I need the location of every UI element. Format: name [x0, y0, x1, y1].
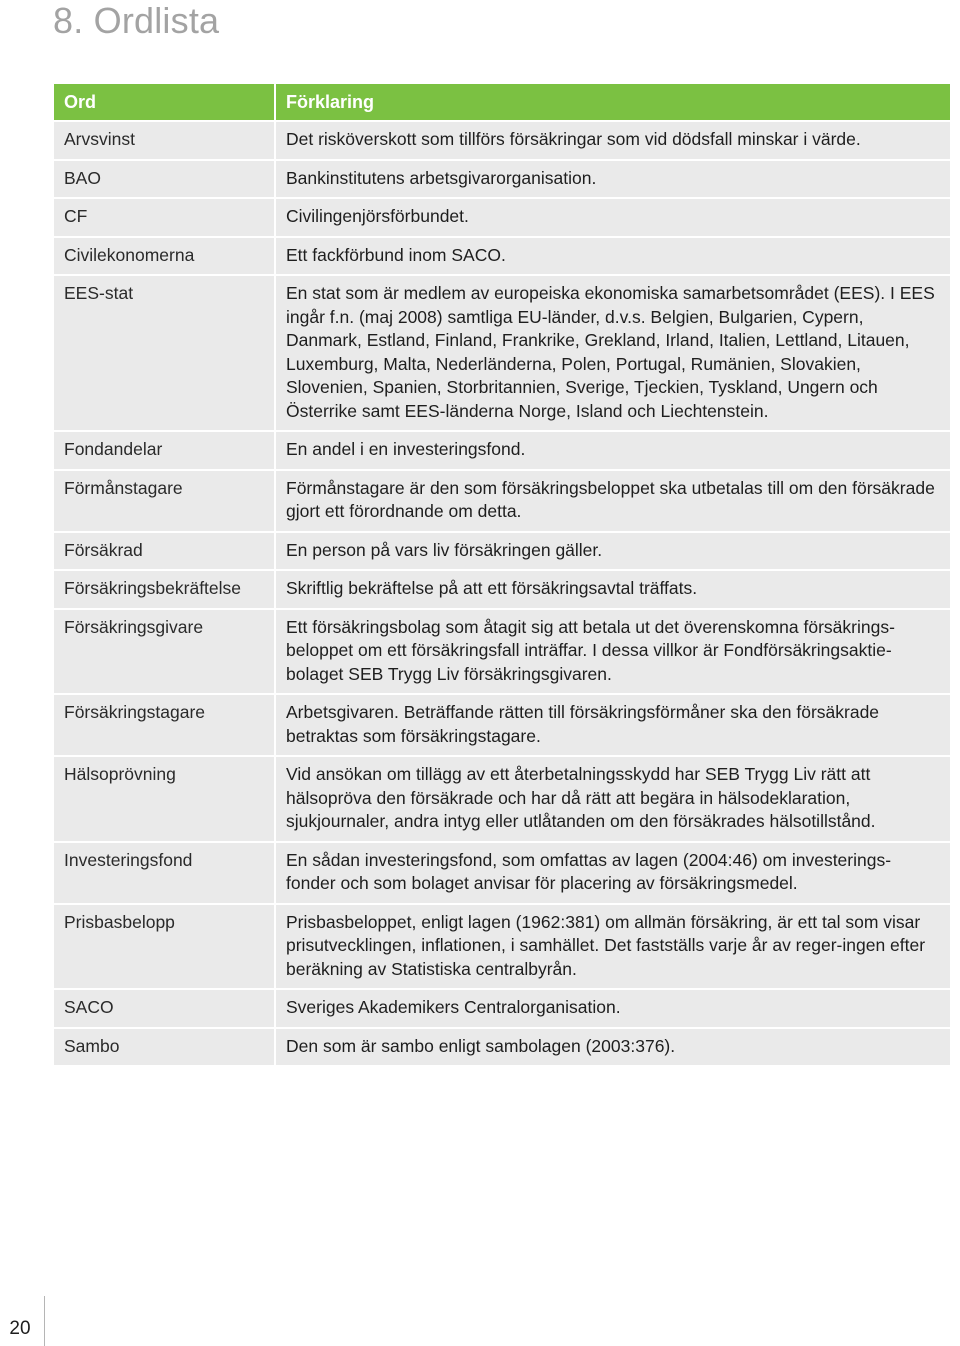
table-row: [54, 693, 950, 755]
table-row: [54, 988, 950, 1027]
term-cell: Arvsvinst: [54, 120, 274, 159]
table-row: [54, 1027, 950, 1066]
term-cell: Förmånstagare: [54, 469, 274, 531]
term-cell: Försäkringsbekräftelse: [54, 569, 274, 608]
page-number: 20: [9, 1318, 31, 1339]
column-header-definition: Förklaring: [274, 84, 950, 120]
table-row: [54, 569, 950, 608]
term-cell: CF: [54, 197, 274, 236]
term-cell: Sambo: [54, 1027, 274, 1066]
definition-cell: Det risköverskott som tillförs försäkringar som vid dödsfall minskar i värde.: [274, 120, 950, 159]
term-cell: Investeringsfond: [54, 841, 274, 903]
glossary-table: [54, 84, 950, 1065]
page-margin-rule: [44, 1296, 45, 1346]
definition-cell: En stat som är medlem av europeiska ekonomiska samarbetsområdet (EES). I EES ingår f.n. (maj 2008) samtliga EU-länder, d.v.s. Belgien, Bulgarien, Cypern, Danmark, Estland, Finland, Frankrike, Grekland, Irland, Italien, Lettland, Litauen, Luxemburg, Malta, Nederländerna, Polen, Portugal, Rumänien, Slovakien, Slovenien, Spanien, Storbritannien, Sverige, Tjeckien, Tyskland, Ungern och Österrike samt EES-länderna Norge, Island och Liechtenstein.: [274, 274, 950, 430]
definition-cell: Ett fackförbund inom SACO.: [274, 236, 950, 275]
definition-cell: Skriftlig bekräftelse på att ett försäkringsavtal träffats.: [274, 569, 950, 608]
term-cell: Prisbasbelopp: [54, 903, 274, 989]
table-row: [54, 236, 950, 275]
definition-cell: En sådan investeringsfond, som omfattas av lagen (2004:46) om investerings-fonder och som bolaget anvisar för placering av försäkringsmedel.: [274, 841, 950, 903]
table-row: [54, 120, 950, 159]
table-row: [54, 903, 950, 989]
term-cell: Försäkrad: [54, 531, 274, 570]
table-row: [54, 274, 950, 430]
definition-cell: Förmånstagare är den som försäkringsbeloppet ska utbetalas till om den försäkrade gjort ett förordnande om detta.: [274, 469, 950, 531]
term-cell: Hälsoprövning: [54, 755, 274, 841]
definition-cell: Bankinstitutens arbetsgivarorganisation.: [274, 159, 950, 198]
table-row: [54, 755, 950, 841]
column-header-term: Ord: [54, 84, 274, 120]
table-row: [54, 841, 950, 903]
table-row: [54, 430, 950, 469]
definition-cell: Prisbasbeloppet, enligt lagen (1962:381) om allmän försäkring, är ett tal som visar prisutvecklingen, inflationen, i samhället. Det fastställs varje år av reger-ingen efter beräkning av Statistiska centralbyrån.: [274, 903, 950, 989]
table-row: [54, 531, 950, 570]
definition-cell: Vid ansökan om tillägg av ett återbetalningsskydd har SEB Trygg Liv rätt att hälsopröva den försäkrade och har då rätt att begära in hälsodeklaration, sjukjournaler, andra intyg eller utlåtanden om den försäkrades hälsotillstånd.: [274, 755, 950, 841]
term-cell: BAO: [54, 159, 274, 198]
definition-cell: En person på vars liv försäkringen gäller.: [274, 531, 950, 570]
definition-cell: Arbetsgivaren. Beträffande rätten till försäkringsförmåner ska den försäkrade betraktas som försäkringstagare.: [274, 693, 950, 755]
term-cell: Försäkringsgivare: [54, 608, 274, 694]
table-row: [54, 469, 950, 531]
term-cell: Civilekonomerna: [54, 236, 274, 275]
term-cell: EES-stat: [54, 274, 274, 430]
table-header-row: [54, 84, 950, 120]
term-cell: Fondandelar: [54, 430, 274, 469]
definition-cell: Sveriges Akademikers Centralorganisation.: [274, 988, 950, 1027]
table-row: [54, 608, 950, 694]
definition-cell: Ett försäkringsbolag som åtagit sig att betala ut det överenskomna försäkrings-beloppet om ett försäkringsfall inträffar. I dessa villkor är Fondförsäkringsaktie-bolaget SEB Trygg Liv försäkringsgivaren.: [274, 608, 950, 694]
table-row: [54, 159, 950, 198]
table-row: [54, 197, 950, 236]
term-cell: SACO: [54, 988, 274, 1027]
page-title: 8. Ordlista: [53, 0, 220, 41]
definition-cell: En andel i en investeringsfond.: [274, 430, 950, 469]
definition-cell: Den som är sambo enligt sambolagen (2003:376).: [274, 1027, 950, 1066]
definition-cell: Civilingenjörsförbundet.: [274, 197, 950, 236]
term-cell: Försäkringstagare: [54, 693, 274, 755]
